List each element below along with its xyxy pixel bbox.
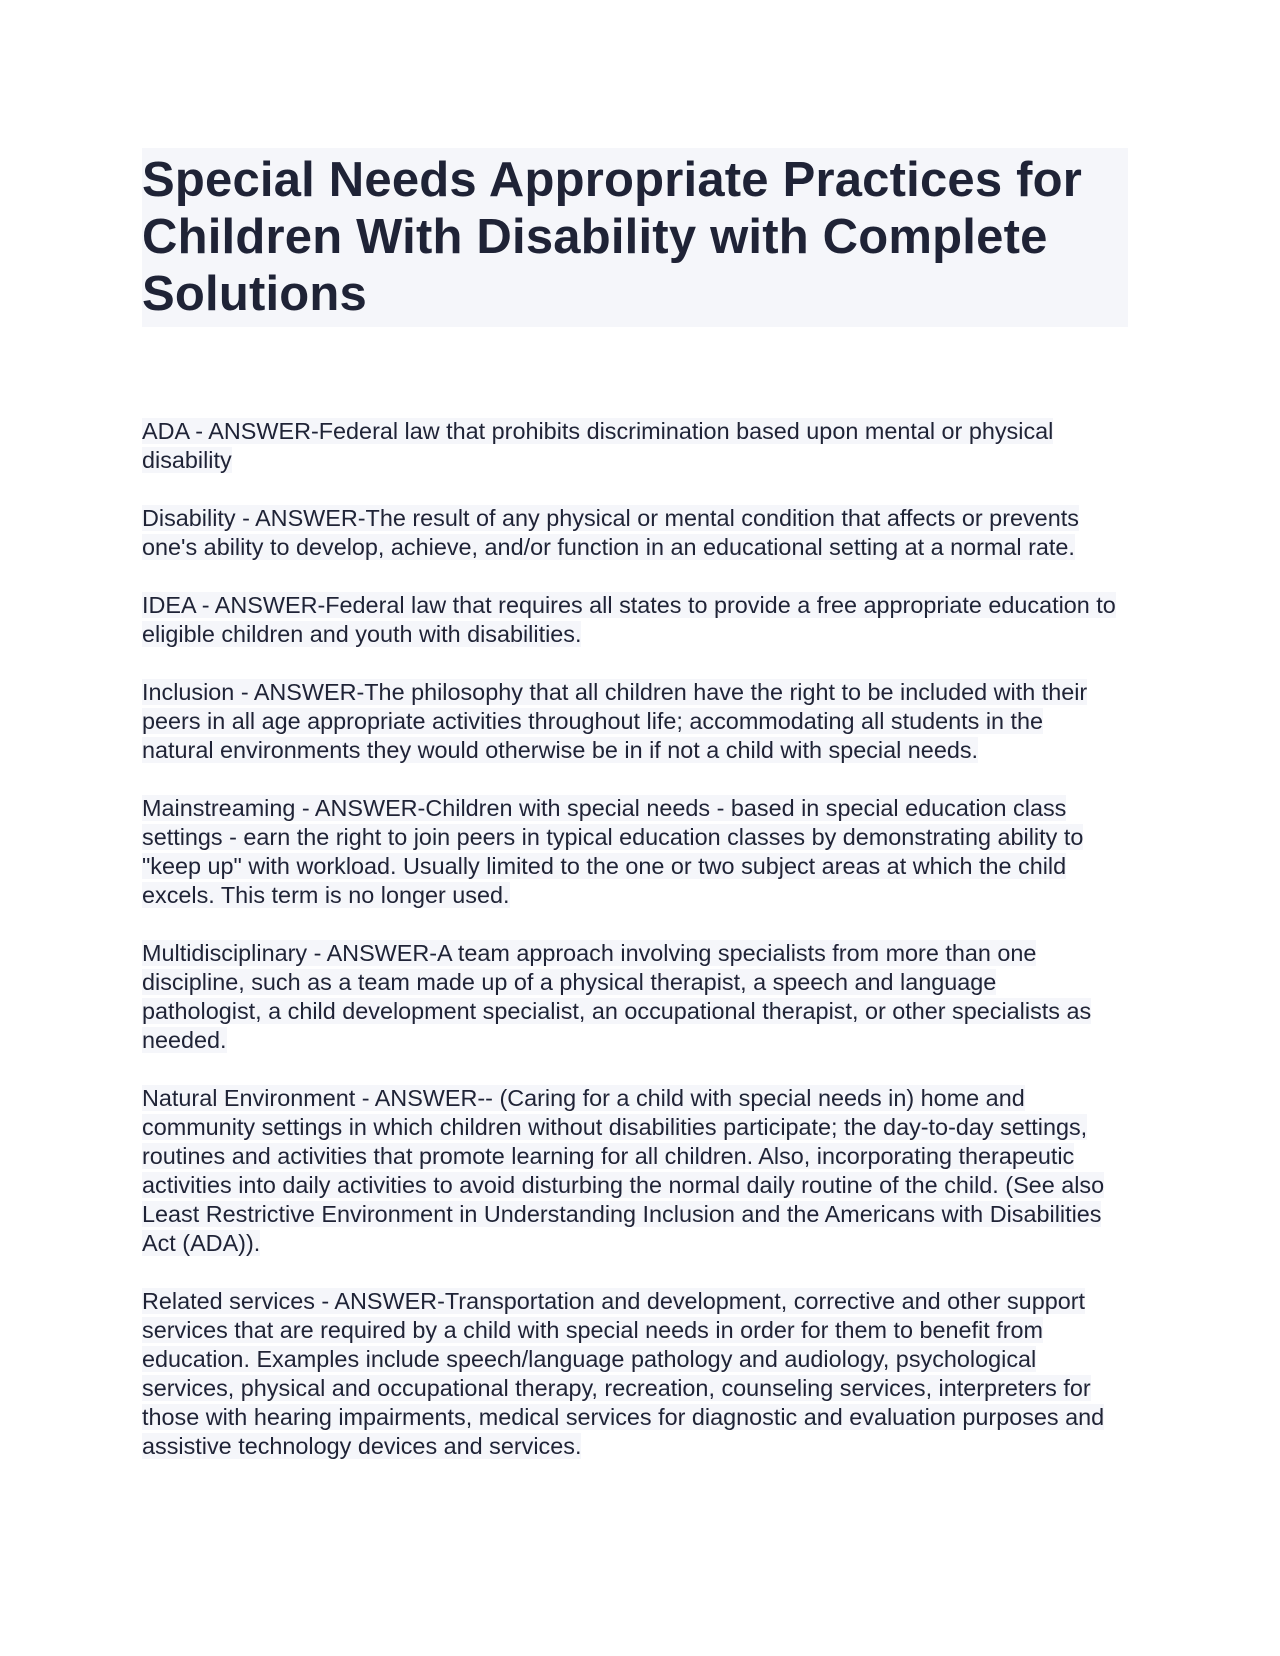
title-block [142, 148, 1128, 327]
definition-text: Mainstreaming - ANSWER-Children with special needs - based in special education class settings - earn the right to join peers in typical education classes by demonstrating ability to "keep up" with workload. Usually limited to the one or two subject areas at which the child excels. This term is no longer used. [142, 795, 1084, 908]
definition-text: Related services - ANSWER-Transportation and development, corrective and other support services that are required by a child with special needs in order for them to benefit from education. Examples include speech/language pathology and audiology, psychological services, physical and occupational therapy, recreation, counseling services, interpreters for those with hearing impairments, medical services for diagnostic and evaluation purposes and assistive technology devices and services. [142, 1288, 1105, 1459]
document-page [142, 148, 1128, 1490]
definition-list [142, 417, 1128, 1461]
definition-text: ADA - ANSWER-Federal law that prohibits discrimination based upon mental or physical disability [142, 418, 1054, 473]
definition-text: Inclusion - ANSWER-The philosophy that all children have the right to be included with their peers in all age appropriate activities throughout life; accommodating all students in the natural environments they would otherwise be in if not a child with special needs. [142, 679, 1088, 763]
definition-multidisciplinary [142, 939, 1128, 1055]
definition-text: Multidisciplinary - ANSWER-A team approach involving specialists from more than one discipline, such as a team made up of a physical therapist, a speech and language pathologist, a child development specialist, an occupational therapist, or other specialists as needed. [142, 940, 1092, 1053]
definition-natural-environment [142, 1084, 1128, 1258]
definition-related-services [142, 1287, 1128, 1461]
definition-mainstreaming [142, 794, 1128, 910]
definition-disability [142, 504, 1128, 562]
definition-inclusion [142, 678, 1128, 765]
document-title: Special Needs Appropriate Practices for Children With Disability with Complete Solutions [142, 153, 1083, 321]
definition-ada [142, 417, 1128, 475]
definition-text: Natural Environment - ANSWER-- (Caring for a child with special needs in) home and community settings in which children without disabilities participate; the day-to-day settings, routines and activities that promote learning for all children. Also, incorporating therapeutic activities into daily activities to avoid disturbing the normal daily routine of the child. (See also Least Restrictive Environment in Understanding Inclusion and the Americans with Disabilities Act (ADA)). [142, 1085, 1105, 1256]
definition-text: IDEA - ANSWER-Federal law that requires all states to provide a free appropriate education to eligible children and youth with disabilities. [142, 592, 1116, 647]
definition-idea [142, 591, 1128, 649]
definition-text: Disability - ANSWER-The result of any physical or mental condition that affects or prevents one's ability to develop, achieve, and/or function in an educational setting at a normal rate. [142, 505, 1079, 560]
